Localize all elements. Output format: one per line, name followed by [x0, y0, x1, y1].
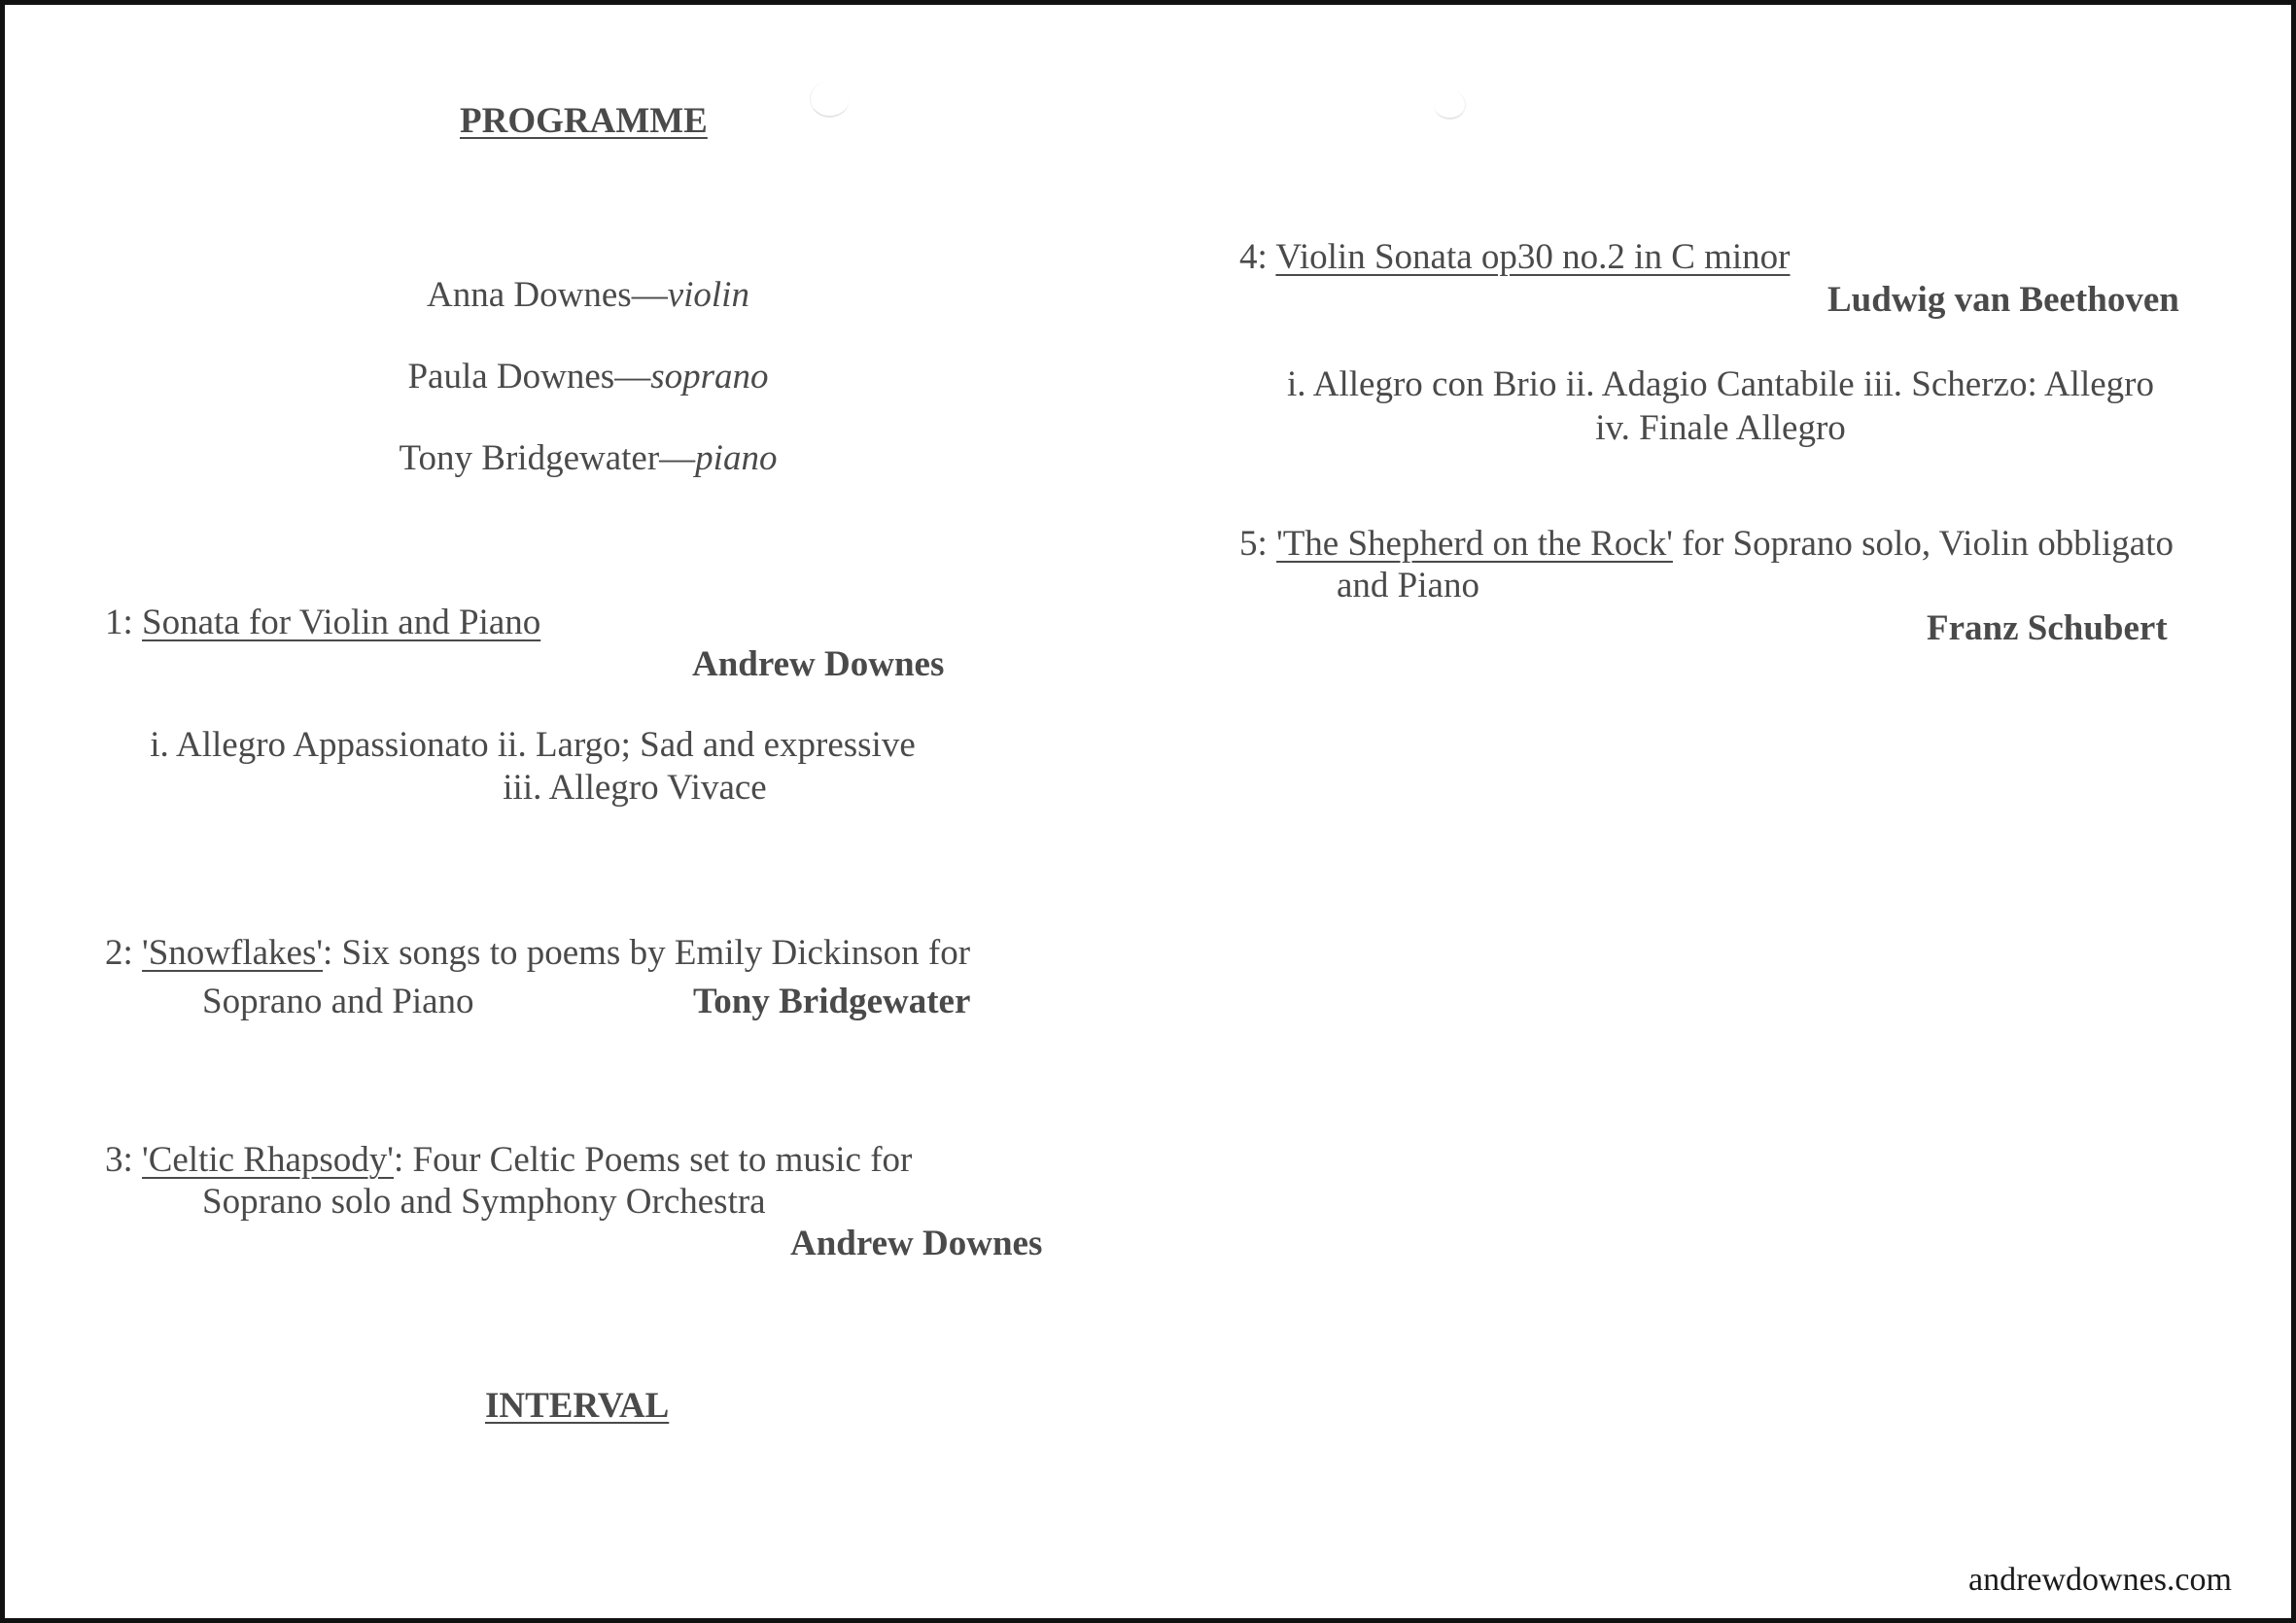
work-description: : Six songs to poems by Emily Dickinson for [323, 933, 971, 973]
composer-name: Franz Schubert [1927, 608, 2168, 648]
programme-item-1-title [105, 602, 540, 643]
website-url: andrewdownes.com [1968, 1562, 2232, 1598]
item-number: 1: [105, 603, 143, 642]
movements-line: i. Allegro Appassionato ii. Largo; Sad and expressive [150, 725, 916, 765]
work-title: 'The Shepherd on the Rock' [1276, 524, 1673, 564]
work-title: 'Celtic Rhapsody' [142, 1140, 394, 1180]
work-title: 'Snowflakes' [142, 933, 324, 973]
movements-line: iv. Finale Allegro [1595, 408, 1846, 448]
performer-name: Tony Bridgewater [399, 438, 660, 478]
movements-line: i. Allegro con Brio ii. Adagio Cantabile iii. Scherzo: Allegro [1287, 364, 2154, 404]
interval-heading: INTERVAL [485, 1386, 670, 1426]
work-description-continued: and Piano [1337, 566, 1479, 605]
work-description: for Soprano solo, Violin obbligato [1672, 524, 2174, 564]
performer-role: piano [695, 438, 778, 478]
performer-role: soprano [650, 357, 769, 397]
work-description-continued: Soprano solo and Symphony Orchestra [202, 1182, 766, 1222]
item-number: 2: [105, 933, 143, 973]
programme-title: PROGRAMME [460, 101, 708, 141]
performer-role: violin [667, 275, 749, 315]
work-title: Sonata for Violin and Piano [142, 603, 541, 642]
programme-item-2-title [105, 932, 970, 974]
composer-name: Ludwig van Beethoven [1827, 280, 2179, 320]
composer-name: Andrew Downes [692, 644, 945, 684]
composer-name: Tony Bridgewater [693, 982, 971, 1021]
programme-item-5-title [1239, 523, 2174, 565]
composer-name: Andrew Downes [790, 1224, 1043, 1263]
programme-item-4-title [1239, 236, 1791, 278]
item-number: 4: [1239, 237, 1276, 277]
performer-separator: — [631, 275, 668, 315]
item-number: 5: [1239, 524, 1277, 564]
performer-line [296, 356, 880, 397]
work-description: : Four Celtic Poems set to music for [393, 1140, 913, 1180]
programme-item-3-title [105, 1139, 912, 1181]
performer-name: Anna Downes [427, 275, 632, 315]
work-title: Violin Sonata op30 no.2 in C minor [1275, 237, 1791, 277]
performer-separator: — [614, 357, 651, 397]
performer-separator: — [659, 438, 696, 478]
performer-line [296, 274, 880, 316]
scan-mark [810, 81, 850, 118]
scan-mark [1434, 90, 1466, 120]
movements-line: iii. Allegro Vivace [503, 768, 767, 808]
performer-name: Paula Downes [407, 357, 615, 397]
performer-line [296, 437, 880, 479]
work-description-continued: Soprano and Piano [202, 982, 474, 1021]
item-number: 3: [105, 1140, 143, 1180]
